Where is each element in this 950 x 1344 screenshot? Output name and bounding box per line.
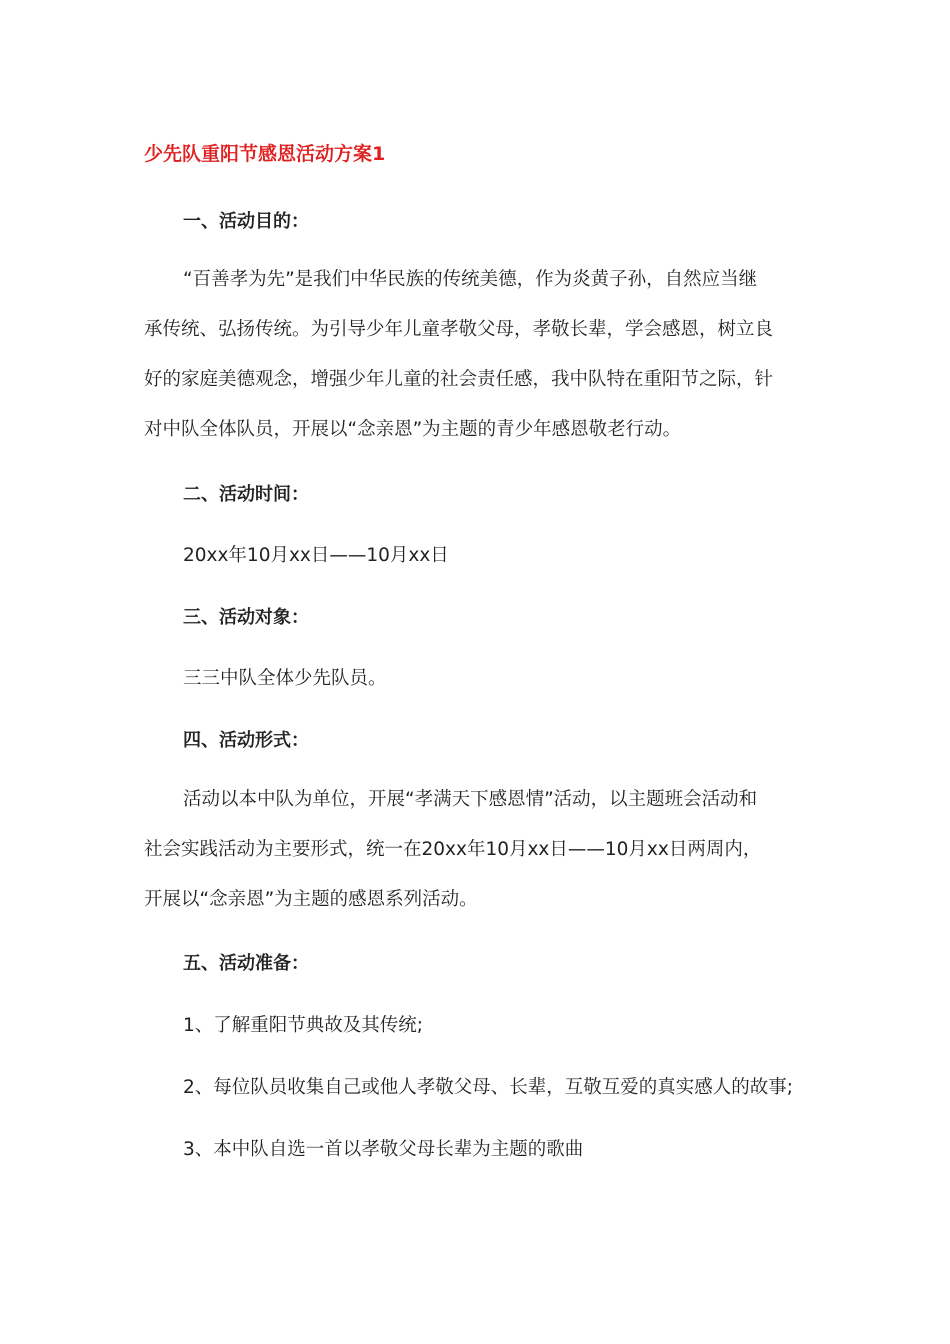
- paragraph-line: 对中队全体队员，开展以“念亲恩”为主题的青少年感恩敬老行动。: [144, 419, 682, 440]
- document-title: 少先队重阳节感恩活动方案1: [144, 143, 386, 165]
- list-item: 3、本中队自选一首以孝敬父母长辈为主题的歌曲: [183, 1139, 584, 1160]
- paragraph-form: [144, 775, 804, 925]
- paragraph-line: 开展以“念亲恩”为主题的感恩系列活动。: [144, 889, 478, 910]
- paragraph-line: 活动以本中队为单位，开展“孝满天下感恩情”活动，以主题班会活动和: [183, 789, 758, 810]
- section-heading-target: 三、活动对象：: [183, 607, 309, 628]
- section-heading-time: 二、活动时间：: [183, 484, 309, 505]
- section-heading-purpose: 一、活动目的：: [183, 211, 309, 232]
- activity-time-text: 20xx年10月xx日——10月xx日: [183, 545, 449, 566]
- paragraph-line: 承传统、弘扬传统。为引导少年儿童孝敬父母，孝敬长辈，学会感恩，树立良: [144, 319, 774, 340]
- paragraph-line: 社会实践活动为主要形式，统一在20xx年10月xx日——10月xx日两周内，: [144, 839, 762, 860]
- list-item: 1、了解重阳节典故及其传统;: [183, 1015, 424, 1036]
- activity-target-text: 三三中队全体少先队员。: [183, 668, 387, 689]
- section-heading-preparation: 五、活动准备：: [183, 953, 309, 974]
- list-item: 2、每位队员收集自己或他人孝敬父母、长辈，互敬互爱的真实感人的故事;: [183, 1077, 794, 1098]
- paragraph-line: 好的家庭美德观念，增强少年儿童的社会责任感，我中队特在重阳节之际，针: [144, 369, 774, 390]
- paragraph-line: “百善孝为先”是我们中华民族的传统美德，作为炎黄子孙，自然应当继: [183, 269, 758, 290]
- section-heading-form: 四、活动形式：: [183, 730, 309, 751]
- paragraph-purpose: [144, 255, 804, 455]
